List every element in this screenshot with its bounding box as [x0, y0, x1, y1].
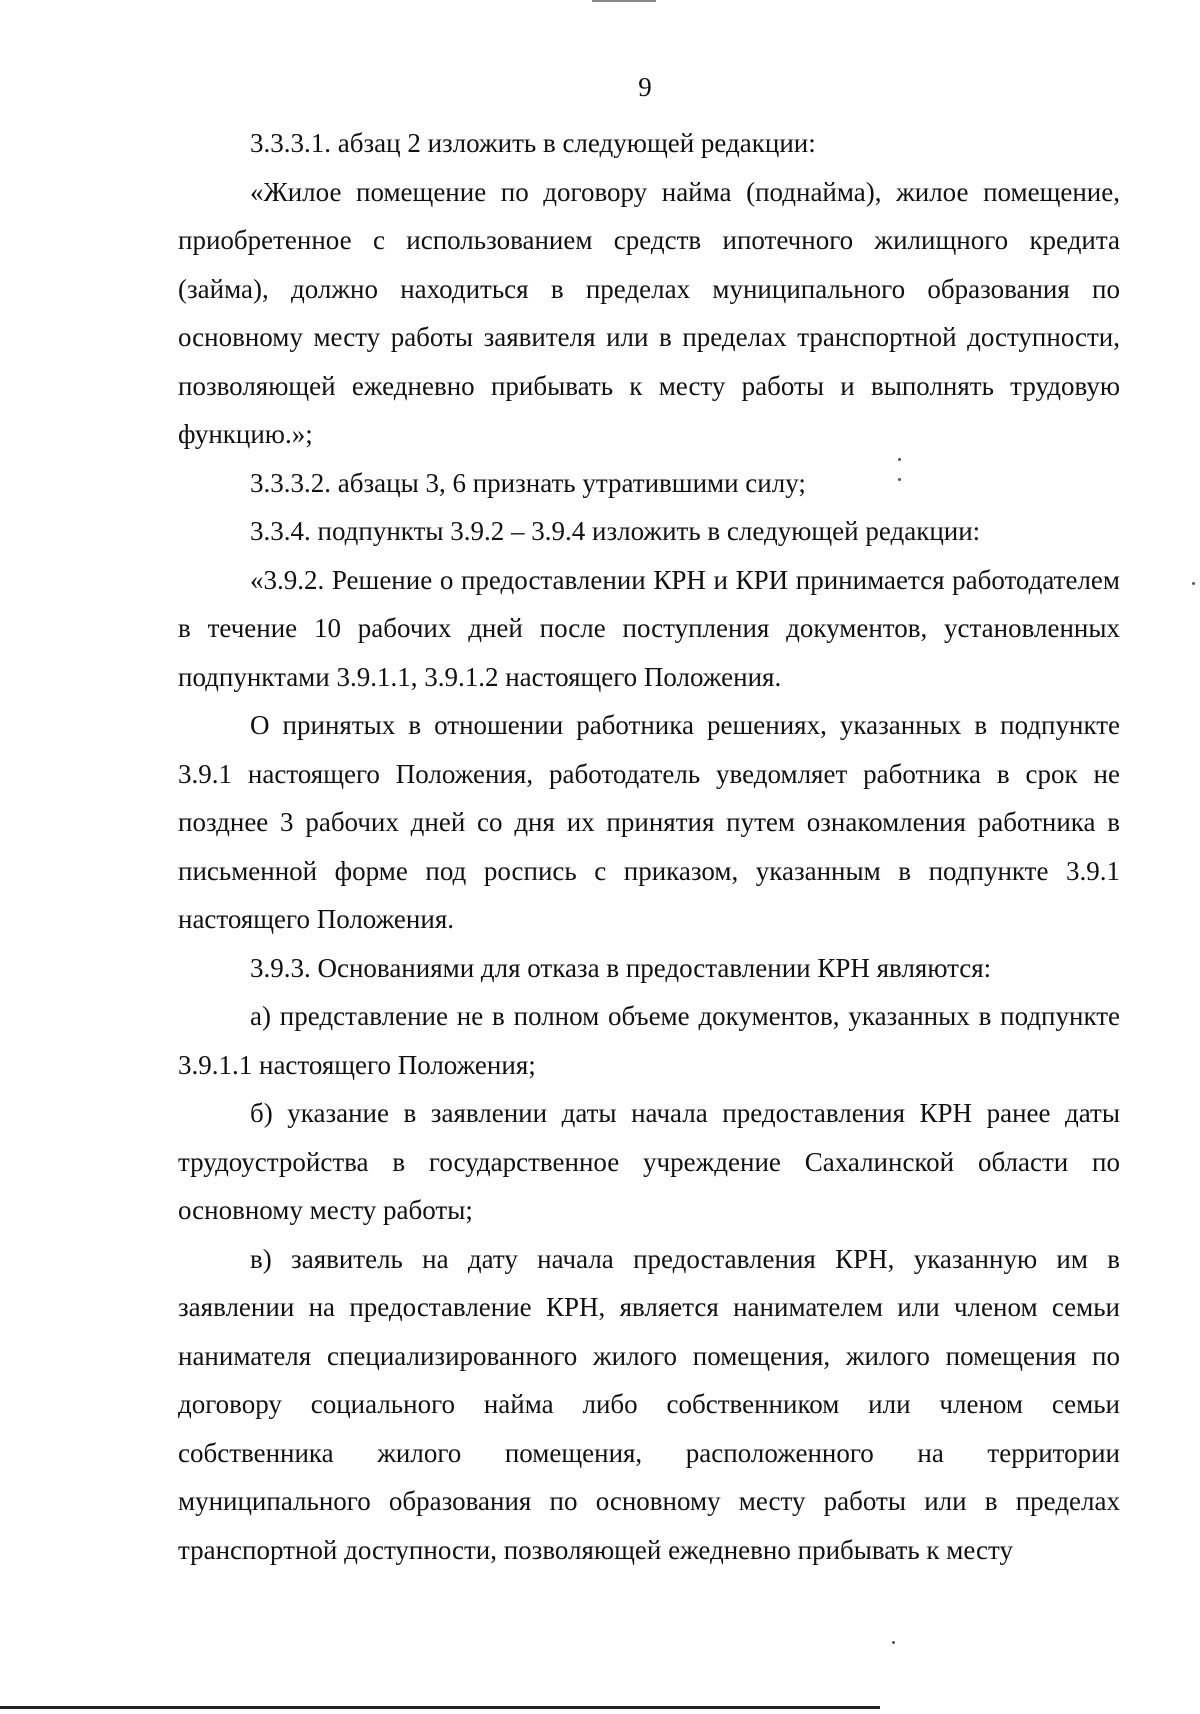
paragraph-item-a: а) представление не в полном объеме документов, указанных в подпункте 3.9.1.1 настоящего Положения;	[178, 1001, 1120, 1080]
paragraph-3-3-3-1: 3.3.3.1. абзац 2 изложить в следующей редакции:	[250, 128, 816, 158]
scan-speck	[898, 458, 901, 461]
paragraph-3-3-3-2: 3.3.3.2. абзацы 3, 6 признать утратившими силу;	[250, 467, 806, 498]
scan-speck	[898, 478, 901, 481]
paragraph-item-b: б) указание в заявлении даты начала предоставления КРН ранее даты трудоустройства в государственное учреждение Сахалинской области по основному месту работы;	[178, 1098, 1120, 1225]
scan-speck	[1192, 582, 1195, 585]
scan-speck	[892, 1641, 895, 1644]
paragraph-item-v: в) заявитель на дату начала предоставления КРН, указанную им в заявлении на предоставление КРН, является нанимателем или членом семьи нанимателя специализированного жилого помещения, жилого помещения по договору социального найма либо собственником или членом семьи собственника жилого помещения, расположенного на территории муниципального образования по основному месту работы или в пределах транспортной доступности, позволяющей ежедневно прибывать к месту	[178, 1243, 1120, 1565]
paragraph-decisions-notification: О принятых в отношении работника решениях, указанных в подпункте 3.9.1 настоящего Положения, работодатель уведомляет работника в срок не позднее 3 рабочих дней со дня их принятия путем ознакомления работника в письменной форме под роспись с приказом, указанным в подпункте 3.9.1 настоящего Положения.	[178, 710, 1120, 934]
paragraph-3-9-2: «3.9.2. Решение о предоставлении КРН и КРИ принимается работодателем в течение 10 рабочих дней после поступления документов, установленных подпунктами 3.9.1.1, 3.9.1.2 настоящего Положения.	[178, 564, 1120, 692]
scan-bottom-edge-line	[0, 1706, 880, 1709]
page-number: 9	[638, 72, 652, 102]
paragraph-3-3-4: 3.3.4. подпункты 3.9.2 – 3.9.4 изложить в следующей редакции:	[250, 516, 981, 546]
document-body	[178, 119, 1120, 1574]
scan-top-edge-mark	[592, 0, 656, 2]
paragraph-quoted-living-premises: «Жилое помещение по договору найма (поднайма), жилое помещение, приобретенное с использованием средств ипотечного жилищного кредита (займа), должно находиться в пределах муниципального образования по основному месту работы заявителя или в пределах транспортной доступности, позволяющей ежедневно прибывать к месту работы и выполнять трудовую функцию.»;	[178, 176, 1120, 449]
paragraph-3-9-3: 3.9.3. Основаниями для отказа в предоставлении КРН являются:	[250, 952, 992, 983]
